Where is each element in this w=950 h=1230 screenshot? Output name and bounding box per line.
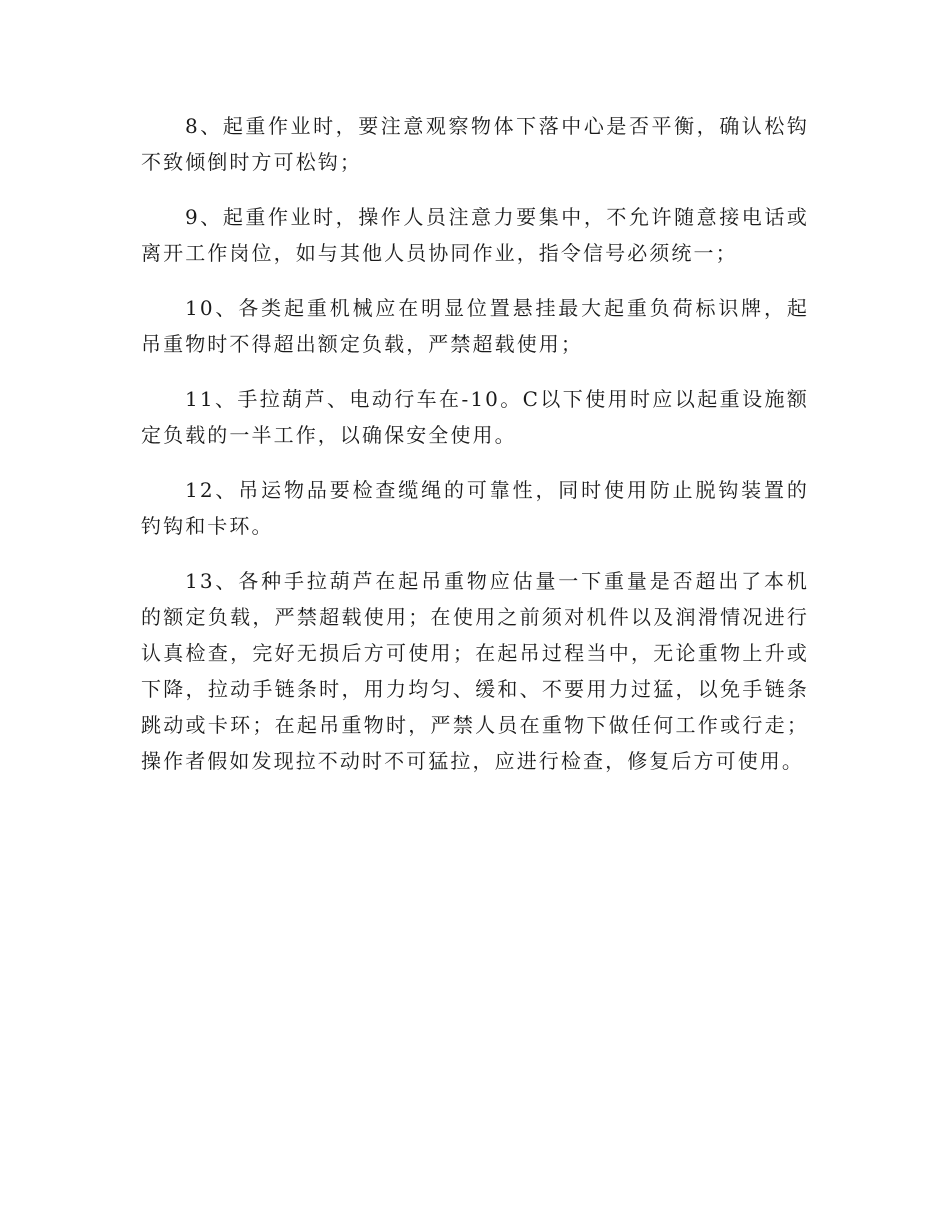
paragraph-item-12: 12、吊运物品要检查缆绳的可靠性，同时使用防止脱钩装置的钓钩和卡环。: [141, 478, 809, 538]
paragraph-item-10: 10、各类起重机械应在明显位置悬挂最大起重负荷标识牌，起吊重物时不得超出额定负载，严禁超载使用；: [141, 296, 809, 356]
paragraph-item-8: 8、起重作业时，要注意观察物体下落中心是否平衡，确认松钩不致倾倒时方可松钩；: [141, 114, 809, 174]
paragraph-item-13: 13、各种手拉葫芦在起吊重物应估量一下重量是否超出了本机的额定负载，严禁超载使用；在使用之前须对机件以及润滑情况进行认真检查，完好无损后方可使用；在起吊过程当中，无论重物上升或下降，拉动手链条时，用力均匀、缓和、不要用力过猛，以免手链条跳动或卡环；在起吊重物时，严禁人员在重物下做任何工作或行走；操作者假如发现拉不动时不可猛拉，应进行检查，修复后方可使用。: [141, 569, 809, 773]
paragraph-item-9: 9、起重作业时，操作人员注意力要集中，不允许随意接电话或离开工作岗位，如与其他人员协同作业，指令信号必须统一；: [141, 205, 809, 265]
document-body: [141, 108, 809, 798]
paragraph-item-11: 11、手拉葫芦、电动行车在-10。C以下使用时应以起重设施额定负载的一半工作，以确保安全使用。: [141, 387, 809, 447]
